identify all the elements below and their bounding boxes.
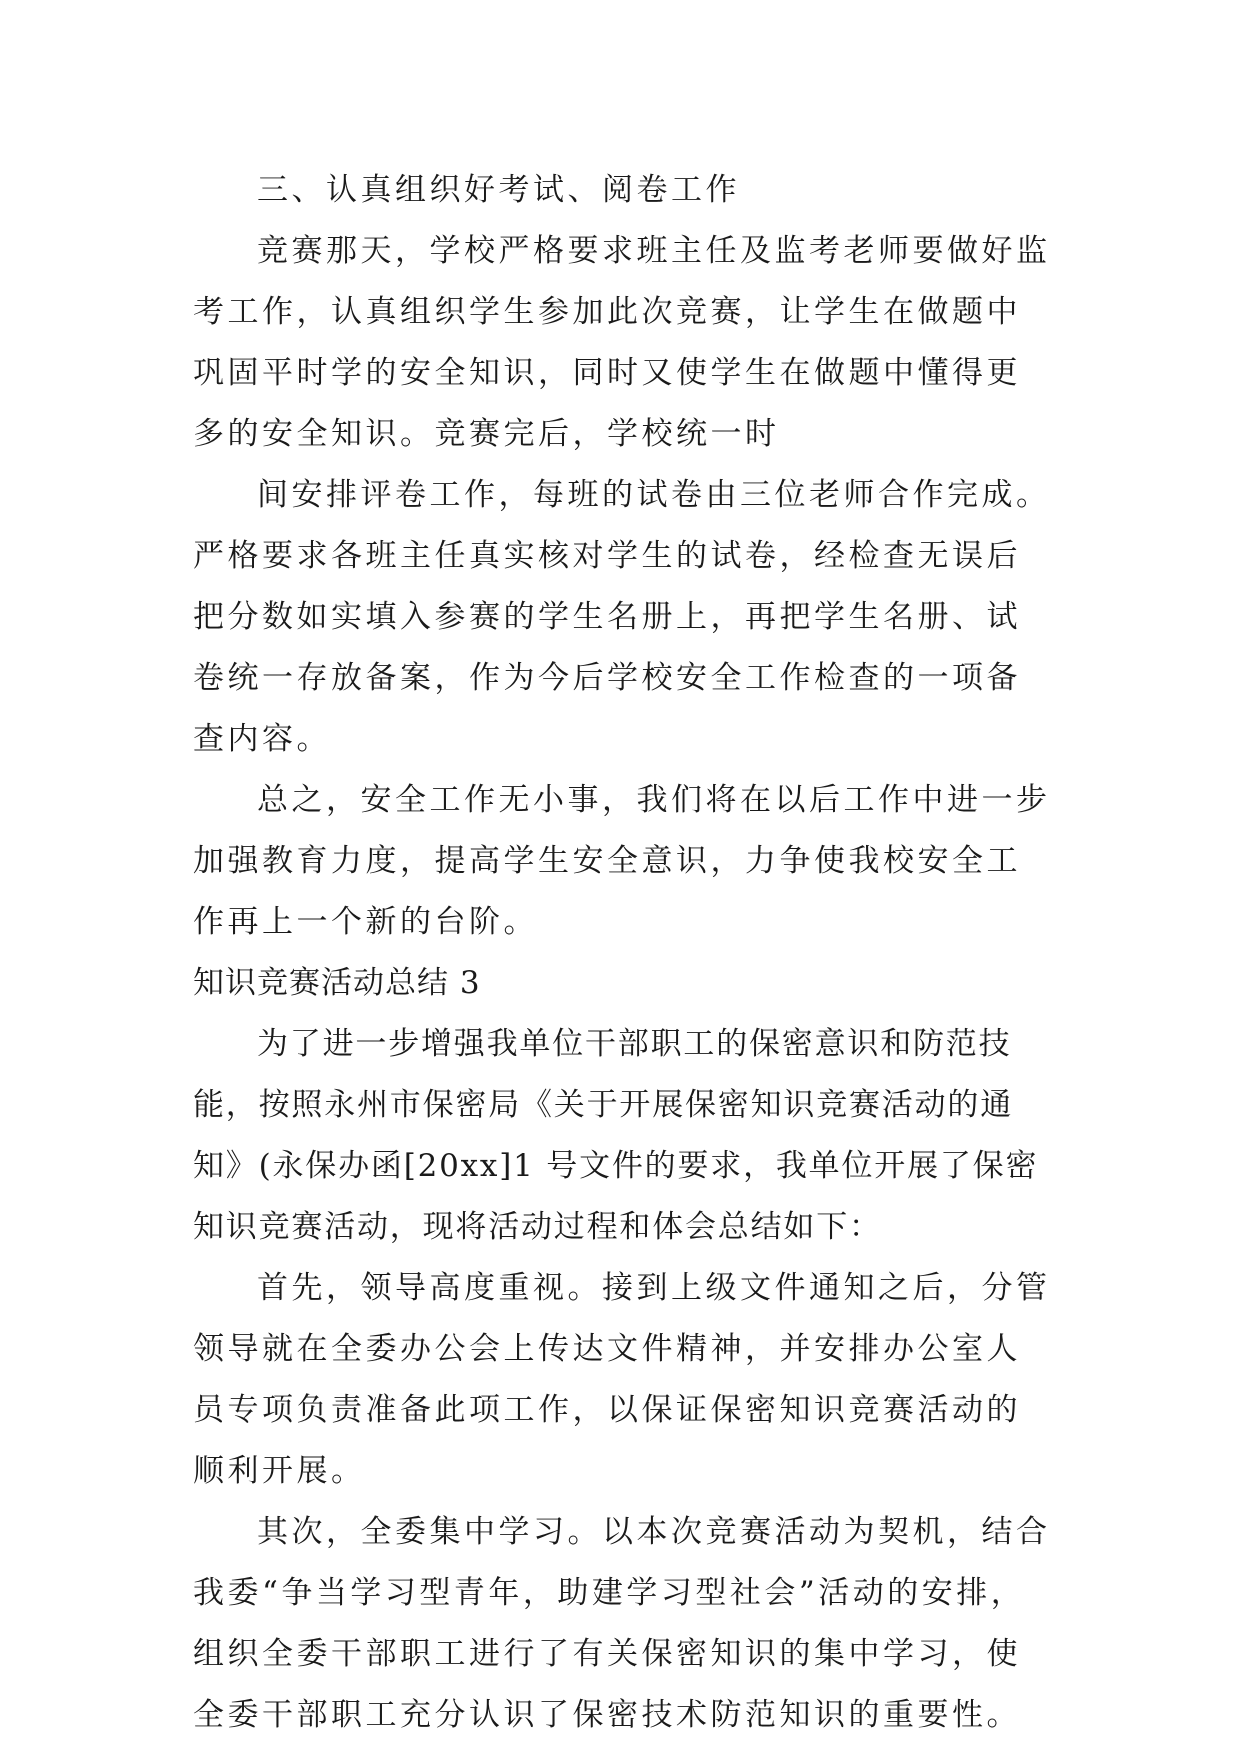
paragraph-intro: 为了进一步增强我单位干部职工的保密意识和防范技能，按照永州市保密局《关于开展保密知识竞赛活动的通知》(永保办函[20xx]1 号文件的要求，我单位开展了保密知识竞赛活动，现将活动过程和体会总结如下： [193,1026,1039,1245]
paragraph-competition-day: 竞赛那天，学校严格要求班主任及监考老师要做好监考工作，认真组织学生参加此次竞赛，让学生在做题中巩固平时学的安全知识，同时又使学生在做题中懂得更多的安全知识。竞赛完后，学校统一时 [193,233,1051,452]
paragraph-second: 其次，全委集中学习。以本次竞赛活动为契机，结合我委“争当学习型青年，助建学习型社会”活动的安排，组织全委干部职工进行了有关保密知识的集中学习，使全委干部职工充分认识了保密技术防范知识的重要性。 [193,1514,1051,1733]
paragraph-grading: 间安排评卷工作，每班的试卷由三位老师合作完成。严格要求各班主任真实核对学生的试卷，经检查无误后把分数如实填入参赛的学生名册上，再把学生名册、试卷统一存放备案，作为今后学校安全工作检查的一项备查内容。 [193,477,1051,757]
paragraph-first: 首先，领导高度重视。接到上级文件通知之后，分管领导就在全委办公会上传达文件精神，并安排办公室人员专项负责准备此项工作，以保证保密知识竞赛活动的顺利开展。 [193,1270,1051,1489]
paragraph-conclusion: 总之，安全工作无小事，我们将在以后工作中进一步加强教育力度，提高学生安全意识，力争使我校安全工作再上一个新的台阶。 [193,782,1051,940]
section-heading-exam: 三、认真组织好考试、阅卷工作 [257,172,740,208]
document-body [193,160,1055,1746]
document-title-summary-3: 知识竞赛活动总结 3 [193,965,481,1001]
